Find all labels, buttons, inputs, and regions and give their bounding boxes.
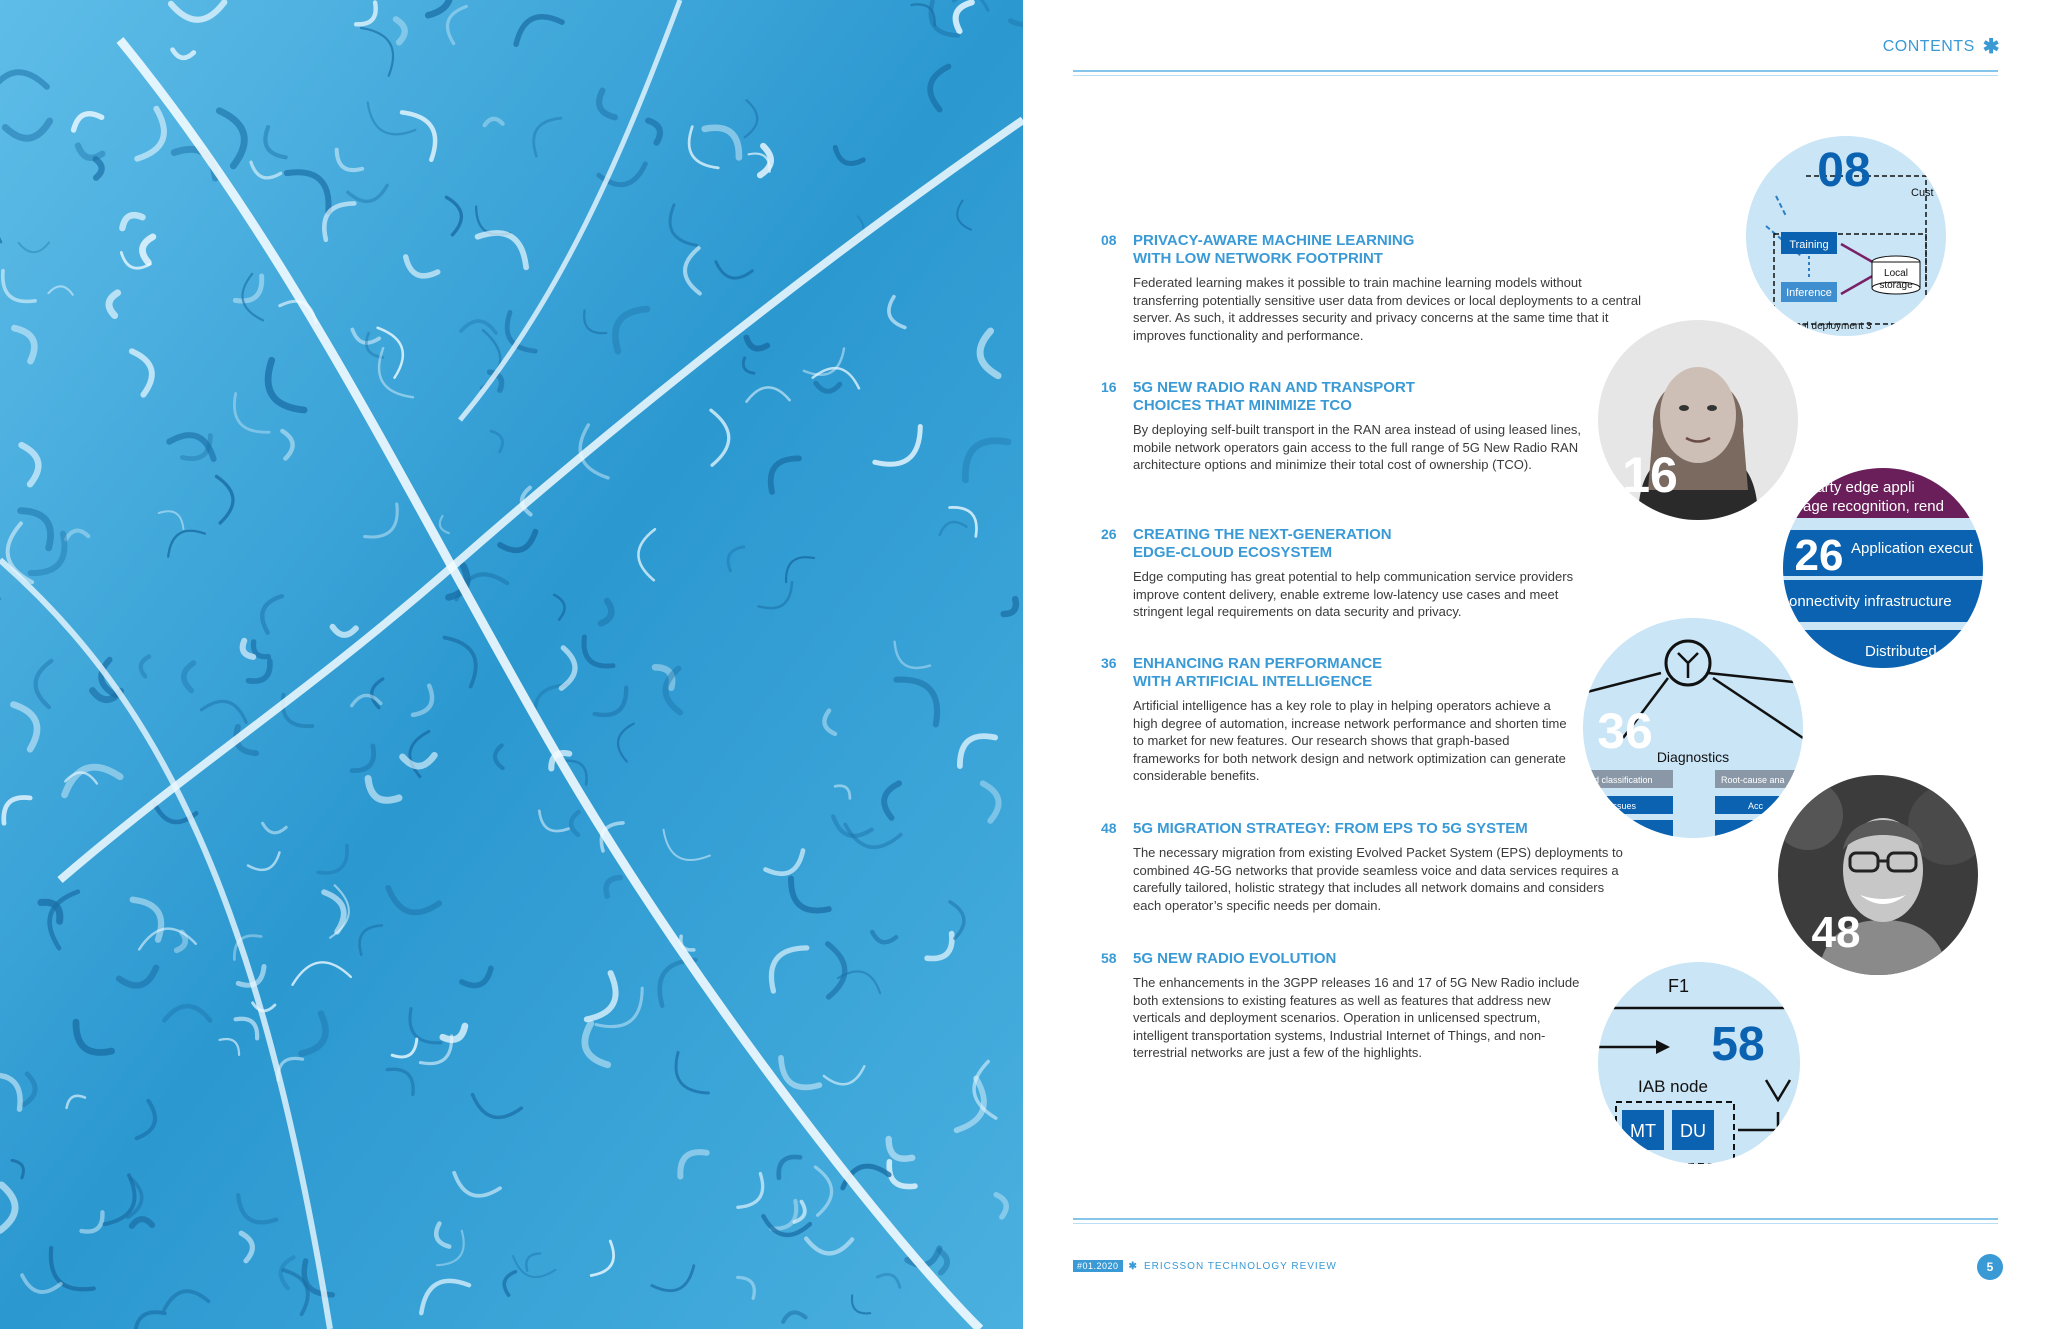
footer — [1073, 1260, 1337, 1272]
entry-description: The necessary migration from existing Evolved Packet System (EPS) deployments to combined 4G-5G networks that provide seamless voice and data services requires a carefully tailored, holistic strategy that includes all network domains and considers each operator’s specific needs per domain. — [1133, 845, 1623, 913]
svg-text:Cust: Cust — [1911, 187, 1934, 199]
svg-text:Diagnostics: Diagnostics — [1656, 749, 1730, 765]
thumb-36-diagram[interactable] — [1583, 618, 1803, 838]
toc-entry[interactable] — [1101, 950, 1641, 1062]
svg-text:age recognition, rend: age recognition, rend — [1803, 498, 1944, 515]
contents-label: CONTENTS — [1882, 37, 1975, 55]
thumb-number: 26 — [1794, 531, 1844, 580]
svg-text:nd classification: nd classification — [1589, 775, 1653, 785]
entry-title[interactable]: 5G MIGRATION STRATEGY: FROM EPS TO 5G SYSTEM — [1133, 820, 1528, 837]
thumb-16-portrait[interactable] — [1598, 320, 1798, 520]
asterisk-icon: ✱ — [1982, 36, 2000, 58]
toc-entry[interactable] — [1101, 232, 1641, 344]
bottom-rule — [1073, 1218, 1998, 1224]
contents-page — [1023, 0, 2048, 1329]
entry-title[interactable]: CREATING THE NEXT-GENERATION EDGE-CLOUD ECOSYSTEM — [1133, 526, 1392, 561]
svg-text:party edge appli: party edge appli — [1808, 479, 1915, 496]
entry-page-number: 36 — [1101, 655, 1117, 671]
issue-badge: #01.2020 — [1073, 1260, 1123, 1272]
svg-text:Training: Training — [1789, 239, 1829, 251]
toc-entry[interactable] — [1101, 526, 1641, 621]
toc-entry[interactable] — [1101, 820, 1641, 914]
thumb-number: 48 — [1811, 908, 1861, 957]
entry-title[interactable]: 5G NEW RADIO RAN AND TRANSPORT CHOICES THAT MINIMIZE TCO — [1133, 379, 1415, 414]
thumb-08-diagram[interactable] — [1746, 136, 1946, 336]
thumb-58-diagram[interactable] — [1598, 962, 1800, 1164]
top-rule — [1073, 70, 1998, 76]
svg-text:Distributed: Distributed — [1865, 643, 1937, 660]
entry-title[interactable]: ENHANCING RAN PERFORMANCE WITH ARTIFICIAL INTELLIGENCE — [1133, 655, 1383, 690]
svg-text:Acc: Acc — [1748, 801, 1764, 811]
thumb-number: 08 — [1817, 144, 1871, 197]
svg-text:DU: DU — [1680, 1121, 1706, 1141]
svg-text:MT: MT — [1630, 1121, 1656, 1141]
entry-description: The enhancements in the 3GPP releases 16 and 17 of 5G New Radio include both extensions to existing features as well as features that address new verticals and deployment scenarios. Operation in unlicensed spectrum, intelligent transportation systems, Industrial Internet of Things, and non-terrestrial networks are just a few of the highlights. — [1133, 975, 1580, 1060]
toc-entry[interactable] — [1101, 655, 1641, 785]
entry-description: By deploying self-built transport in the RAN area instead of using leased lines, mobile network operators gain access to the full range of 5G New Radio RAN architecture options and minimize their total cost of ownership (TCO). — [1133, 422, 1582, 472]
entry-description: Edge computing has great potential to help communication service providers improve content delivery, enable extreme low-latency use cases and meet stringent legal requirements on data security and privacy. — [1133, 569, 1574, 619]
svg-text:Root-cause ana: Root-cause ana — [1721, 775, 1785, 785]
entry-description: Artificial intelligence has a key role to play in helping operators achieve a high degree of automation, increase network performance and shorten time to market for new features. Our research shows that graph-based frameworks for both network design and network optimization can generate considerable benefits. — [1133, 698, 1567, 783]
asterisk-icon: ✱ — [1128, 1260, 1138, 1272]
entry-description: Federated learning makes it possible to train machine learning models without transferring potentially sensitive user data from devices or local deployments to a central server. As such, it addresses security and privacy concerns at the same time that it improves functionality and performance. — [1133, 275, 1641, 343]
svg-text:Inference: Inference — [1786, 287, 1832, 299]
entry-title[interactable]: 5G NEW RADIO EVOLUTION — [1133, 950, 1337, 967]
thumb-number: 16 — [1622, 447, 1678, 503]
page-number: 5 — [1977, 1254, 2003, 1280]
thumb-number: 36 — [1597, 703, 1653, 759]
thumb-number: 58 — [1711, 1018, 1765, 1071]
entry-page-number: 08 — [1101, 232, 1117, 248]
entry-page-number: 26 — [1101, 526, 1117, 542]
svg-text:F1: F1 — [1668, 976, 1690, 996]
entry-page-number: 48 — [1101, 820, 1117, 836]
ice-crystal-photo — [0, 0, 1023, 1329]
entry-title[interactable]: PRIVACY-AWARE MACHINE LEARNING WITH LOW NETWORK FOOTPRINT — [1133, 232, 1415, 267]
svg-text:storage: storage — [1879, 280, 1913, 291]
svg-text:Local: Local — [1884, 268, 1908, 279]
thumb-26-diagram[interactable] — [1783, 468, 1983, 668]
entry-page-number: 58 — [1101, 950, 1117, 966]
thumb-48-portrait[interactable] — [1778, 775, 1978, 975]
svg-text:cal deployment 3: cal deployment 3 — [1796, 321, 1872, 332]
publication-name: ERICSSON TECHNOLOGY REVIEW — [1143, 1260, 1337, 1272]
frost-pattern-image — [0, 0, 1023, 1329]
contents-header — [1883, 34, 2000, 59]
svg-text:IAB node: IAB node — [1638, 1077, 1708, 1096]
svg-text:onnectivity infrastructure: onnectivity infrastructure — [1789, 593, 1952, 610]
svg-text:load issues: load issues — [1591, 801, 1637, 811]
toc-entry[interactable] — [1101, 379, 1641, 474]
entry-page-number: 16 — [1101, 379, 1117, 395]
svg-text:Application execut: Application execut — [1851, 540, 1973, 557]
